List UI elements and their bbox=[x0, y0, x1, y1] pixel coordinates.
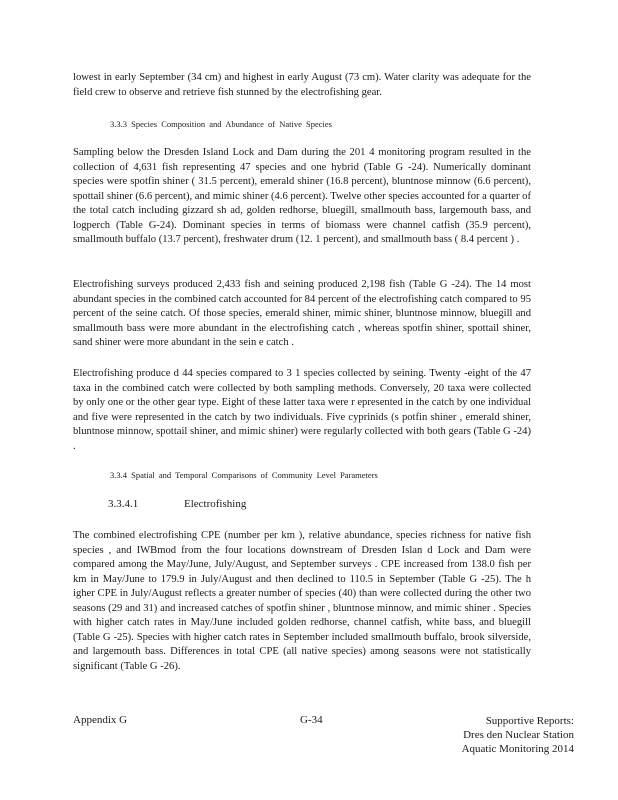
footer-right-line-2: Dres den Nuclear Station bbox=[463, 729, 574, 741]
paragraph-electrofishing-cpe: The combined electrofishing CPE (number per km ), relative abundance, species richness for native fish species , and IWBmod from the four locations downstream of Dresden Islan d Lock and Dam were compared among the May/June, July/August, and September surveys . CPE increased from 138.0 fish per km in May/June to 179.9 in July/August and then declined to 110.5 in September (Table G -25). The h igher CPE in July/August reflects a greater number of species (40) than were collected during the other two seasons (29 and 31) and increased catches of spotfin shiner , bluntnose minnow, and mimic shiner . Species with higher catch rates in May/June included golden redhorse, channel catfish, white bass, and bluegill (Table G -25). Species with higher catch rates in September included smallmouth buffalo, brook silverside, and largemouth bass. Differences in total CPE (all native species) among seasons were not statistically significant (Table G -26). bbox=[73, 530, 531, 672]
footer-right-line-1: Supportive Reports: bbox=[485, 715, 574, 727]
footer-appendix-label: Appendix G bbox=[73, 714, 128, 726]
footer-report-info bbox=[462, 714, 574, 756]
footer-right-line-3: Aquatic Monitoring 2014 bbox=[461, 743, 574, 755]
section-heading-3-3-4: 3.3.4 Spatial and Temporal Comparisons of Community Level Parameters bbox=[110, 470, 378, 480]
footer-page-number: G-34 bbox=[300, 714, 323, 726]
subsection-number: 3.3.4.1 bbox=[108, 498, 139, 510]
paragraph-water-clarity: lowest in early September (34 cm) and highest in early August (73 cm). Water clarity was adequate for the field crew to observe and retrieve fish stunned by the electrofishing gear. bbox=[73, 72, 531, 98]
paragraph-species-comparison: Electrofishing produce d 44 species compared to 3 1 species collected by seining. Twenty -eight of the 47 taxa in the combined catch were collected by both sampling methods. Conversely, 20 taxa were collected by only one or the other gear type. Eight of these latter taxa were r epresented in the catch by one individual and five were represented in the catch by two individuals. Five cyprinids (s potfin shiner , emerald shiner, bluntnose minnow, spottail shiner, and mimic shiner) were regularly collected with both gears (Table G -24) . bbox=[73, 368, 531, 452]
paragraph-sampling-results: Sampling below the Dresden Island Lock and Dam during the 201 4 monitoring program resulted in the collection of 4,631 fish representing 47 species and one hybrid (Table G -24). Numerically dominant species were spotfin shiner ( 31.5 percent), emerald shiner (16.8 percent), bluntnose minnow (6.6 percent), spottail shiner (6.6 percent), and mimic shiner (4.6 percent). Twelve other species accounted for a quarter of the total catch including gizzard sh ad, golden redhorse, bluegill, smallmouth bass, largemouth bass, and logperch (Table G-24). Dominant species in terms of biomass were channel catfish (35.9 percent), smallmouth buffalo (13.7 percent), freshwater drum (12. 1 percent), and smallmouth bass ( 8.4 percent ) . bbox=[73, 147, 531, 245]
paragraph-electrofishing-seining: Electrofishing surveys produced 2,433 fish and seining produced 2,198 fish (Table G -24). The 14 most abundant species in the combined catch accounted for 84 percent of the electrofishing catch compared to 95 percent of the seine catch. Of those species, emerald shiner, mimic shiner, bluntnose minnow, bluegill and smallmouth bass were more abundant in the electrofishing catch , whereas spotfin shiner, spottail shiner, sand shiner were more abundant in the sein e catch . bbox=[73, 279, 531, 348]
section-heading-3-3-3: 3.3.3 Species Composition and Abundance of Native Species bbox=[110, 119, 332, 129]
subsection-heading-3-3-4-1 bbox=[108, 498, 246, 510]
subsection-title: Electrofishing bbox=[184, 498, 247, 510]
